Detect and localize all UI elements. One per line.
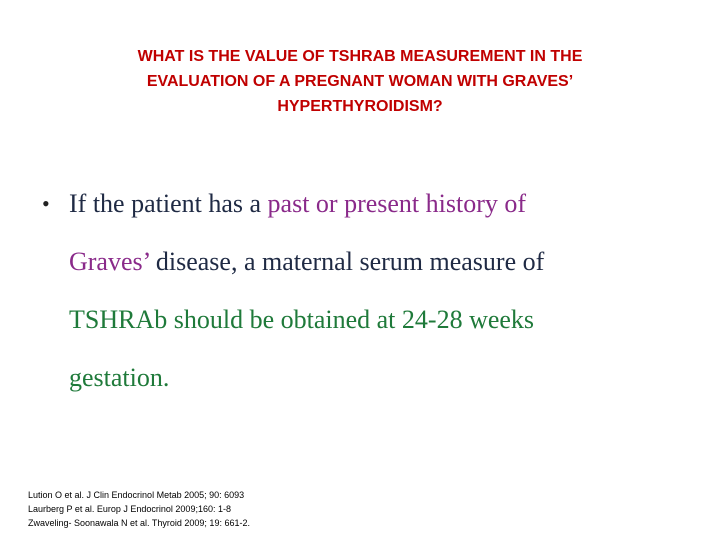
reference-item: Lution O et al. J Clin Endocrinol Metab 2005; 90: 6093 [28,490,245,500]
bullet-icon: • [42,191,50,216]
slide-title [40,44,680,119]
bullet-line-4: gestation. [69,363,170,392]
reference-item: Zwaveling- Soonawala N et al. Thyroid 2009; 19: 661-2. [28,518,250,528]
title-line-3: HYPERTHYROIDISM? [277,98,443,115]
highlight-graves: Graves’ [69,247,150,276]
title-line-2: EVALUATION OF A PREGNANT WOMAN WITH GRAVES’ [146,73,574,90]
bullet-line-3: TSHRAb should be obtained at 24-28 weeks [69,305,535,334]
bullet-line-1 [69,184,526,224]
bullet-text: If the patient has a [69,189,268,218]
highlight-history: past or present history of [267,189,527,218]
references [28,488,250,530]
title-line-1: WHAT IS THE VALUE OF TSHRAB MEASUREMENT IN THE [137,48,583,65]
bullet-text: disease, a maternal serum measure of [149,247,545,276]
reference-item: Laurberg P et al. Europ J Endocrinol 2009;160: 1-8 [28,504,231,514]
bullet-line-2 [69,242,544,282]
